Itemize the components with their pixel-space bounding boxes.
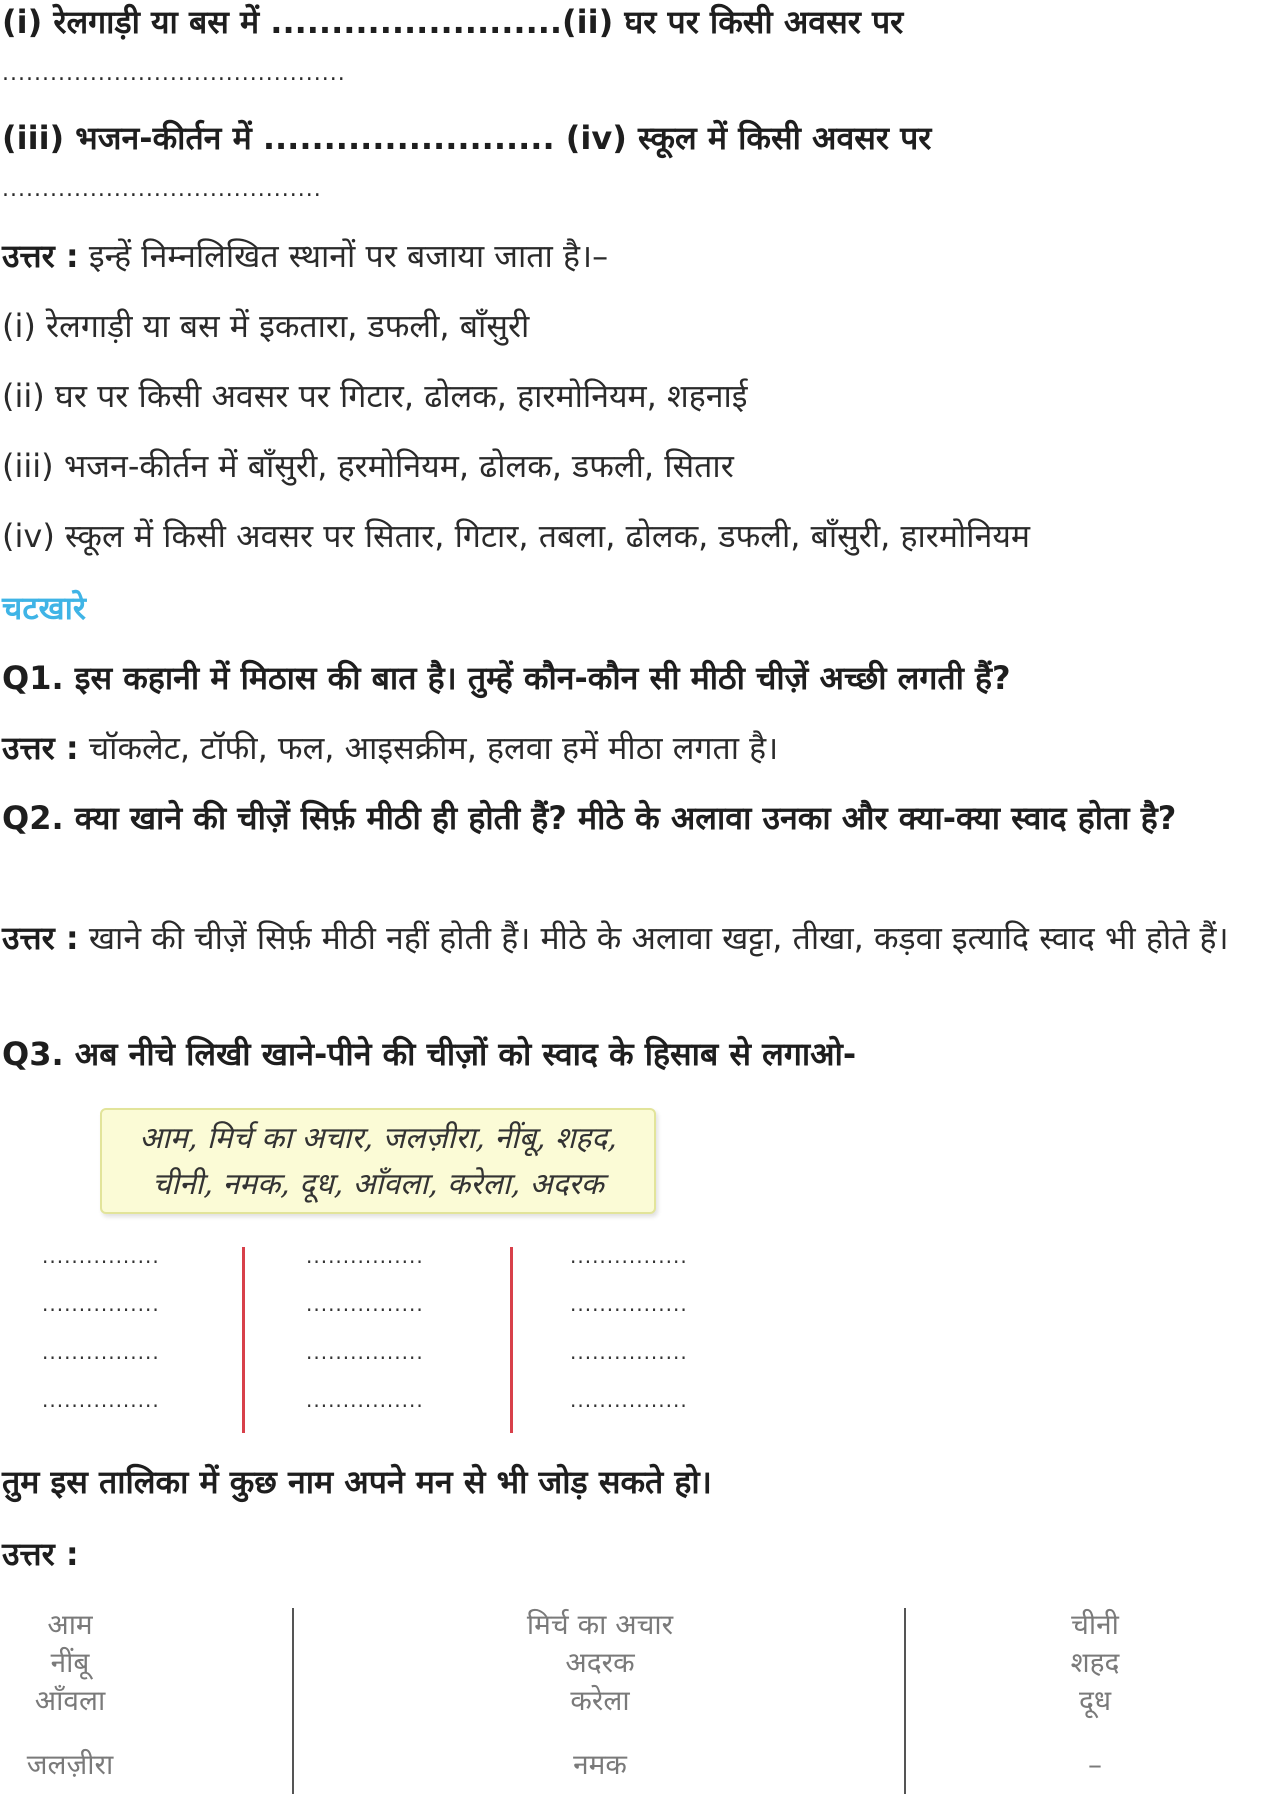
answer-cell: शहद	[1070, 1646, 1120, 1679]
column-divider-red	[510, 1247, 513, 1433]
answer-item-2: (ii) घर पर किसी अवसर पर गिटार, ढोलक, हारमोनियम, शहनाई	[2, 377, 748, 415]
answer-column-1	[10, 1606, 130, 1784]
q1-answer-text: चॉकलेट, टॉफी, फल, आइसक्रीम, हलवा हमें मीठा लगता है।	[78, 729, 779, 767]
blank-slot: ................	[570, 1388, 688, 1412]
food-items-line-2: चीनी, नमक, दूध, आँवला, करेला, अदरक	[152, 1167, 604, 1202]
blank-slot: ................	[306, 1388, 424, 1412]
blank-slot: ................	[306, 1244, 424, 1268]
question-line-2: (iii) भजन-कीर्तन में ........................ (iv) स्कूल में किसी अवसर पर	[2, 119, 932, 157]
blank-slot: ................	[570, 1340, 688, 1364]
answer-intro	[2, 236, 608, 276]
answer-cell: नींबू	[50, 1646, 90, 1679]
answer-cell: आँवला	[34, 1684, 106, 1717]
blank-slot: ................	[306, 1340, 424, 1364]
answer-label: उत्तर :	[2, 237, 79, 275]
answer-item-3: (iii) भजन-कीर्तन में बाँसुरी, हरमोनियम, ढोलक, डफली, सितार	[2, 447, 734, 485]
blank-column-2	[306, 1244, 456, 1436]
answer-cell: आम	[47, 1608, 93, 1641]
blank-slot: ................	[570, 1244, 688, 1268]
answer-item-1: (i) रेलगाड़ी या बस में इकतारा, डफली, बाँसुरी	[2, 307, 530, 345]
blank-slot: ................	[42, 1292, 160, 1316]
answer-cell: करेला	[570, 1684, 630, 1717]
answer-cell: अदरक	[565, 1646, 635, 1679]
q2-question: Q2. क्या खाने की चीज़ें सिर्फ़ मीठी ही होती हैं? मीठे के अलावा उनका और क्या-क्या स्वाद होता है?	[2, 799, 1177, 837]
q1-question: Q1. इस कहानी में मिठास की बात है। तुम्हें कौन-कौन सी मीठी चीज़ें अच्छी लगती हैं?	[2, 659, 1011, 697]
answer-cell: चीनी	[1071, 1608, 1119, 1641]
blank-slot: ................	[306, 1292, 424, 1316]
q2-answer	[2, 916, 1282, 960]
answer-intro-text: इन्हें निम्नलिखित स्थानों पर बजाया जाता है।–	[78, 237, 609, 275]
blank-slot: ................	[42, 1244, 160, 1268]
column-divider-red	[242, 1247, 245, 1433]
q2-answer-text: खाने की चीज़ें सिर्फ़ मीठी नहीं होती हैं। मीठे के अलावा खट्टा, तीखा, कड़वा इत्यादि स्वाद भी होते हैं।	[78, 919, 1229, 957]
blank-column-3	[570, 1244, 720, 1436]
q3-answer-label: उत्तर :	[2, 1535, 79, 1573]
answer-column-3	[1040, 1606, 1150, 1784]
answer-column-2	[480, 1606, 720, 1784]
blank-slot: ................	[42, 1340, 160, 1364]
blank-column-1	[42, 1244, 192, 1436]
q3-note: तुम इस तालिका में कुछ नाम अपने मन से भी जोड़ सकते हो।	[2, 1463, 712, 1501]
answer-cell: नमक	[573, 1748, 627, 1781]
answer-cell: दूध	[1078, 1684, 1112, 1717]
q1-answer-label: उत्तर :	[2, 729, 79, 767]
section-heading: चटखारे	[2, 589, 87, 627]
blank-slot: ................	[570, 1292, 688, 1316]
blank-line-1: ...........................................	[2, 61, 346, 86]
question-line-1: (i) रेलगाड़ी या बस में ........................(ii) घर पर किसी अवसर पर	[2, 3, 904, 41]
q3-question: Q3. अब नीचे लिखी खाने-पीने की चीज़ों को स्वाद के हिसाब से लगाओ-	[2, 1035, 857, 1073]
answer-cell: मिर्च का अचार	[526, 1608, 674, 1641]
answer-cell: जलज़ीरा	[26, 1748, 114, 1781]
answer-cell: –	[1088, 1748, 1102, 1781]
food-items-line-1: आम, मिर्च का अचार, जलज़ीरा, नींबू, शहद,	[139, 1121, 617, 1156]
q1-answer	[2, 728, 778, 768]
food-items-box	[100, 1108, 656, 1214]
answer-column-divider	[904, 1608, 906, 1794]
blank-line-2: ........................................	[2, 177, 322, 202]
answer-item-4: (iv) स्कूल में किसी अवसर पर सितार, गिटार, तबला, ढोलक, डफली, बाँसुरी, हारमोनियम	[2, 517, 1031, 555]
q2-answer-label: उत्तर :	[2, 919, 79, 957]
blank-slot: ................	[42, 1388, 160, 1412]
answer-column-divider	[292, 1608, 294, 1794]
